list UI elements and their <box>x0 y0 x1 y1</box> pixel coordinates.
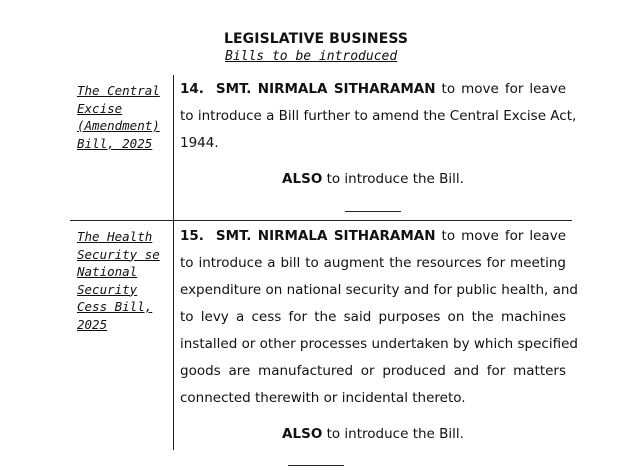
business-item-15: 15. SMT. NIRMALA SITHARAMAN to move for leave to introduce a bill to augment the resources for meeting expenditure on national security and for public health, and to levy a cess for the said purposes on the machines installed or other processes undertaken by which specified goods are manufactured or produced and for matters connected therewith or incidental thereto. <box>180 228 578 406</box>
member-name: SMT. NIRMALA SITHARAMAN <box>215 228 436 244</box>
bill-title-sidenote: The Health Security se National Security Cess Bill, 2025 <box>77 229 160 332</box>
end-rule <box>288 465 344 466</box>
item-number: 14. <box>180 81 204 97</box>
column-divider <box>173 75 174 221</box>
also-introduce-line: ALSO to introduce the Bill. <box>282 171 464 187</box>
bill-title-sidenote: The Central Excise (Amendment) Bill, 2025 <box>77 83 160 151</box>
item-separator <box>70 220 572 221</box>
member-name: SMT. NIRMALA SITHARAMAN <box>215 81 436 97</box>
also-introduce-line: ALSO to introduce the Bill. <box>282 426 464 442</box>
page-title: LEGISLATIVE BUSINESS <box>224 31 409 47</box>
business-item-14: 14. SMT. NIRMALA SITHARAMAN to move for leave to introduce a Bill further to amend the Central Excise Act, 1944. <box>180 81 577 151</box>
item-number: 15. <box>180 228 204 244</box>
column-divider <box>173 221 174 450</box>
page-subtitle: Bills to be introduced <box>225 49 398 64</box>
end-rule <box>345 211 401 212</box>
